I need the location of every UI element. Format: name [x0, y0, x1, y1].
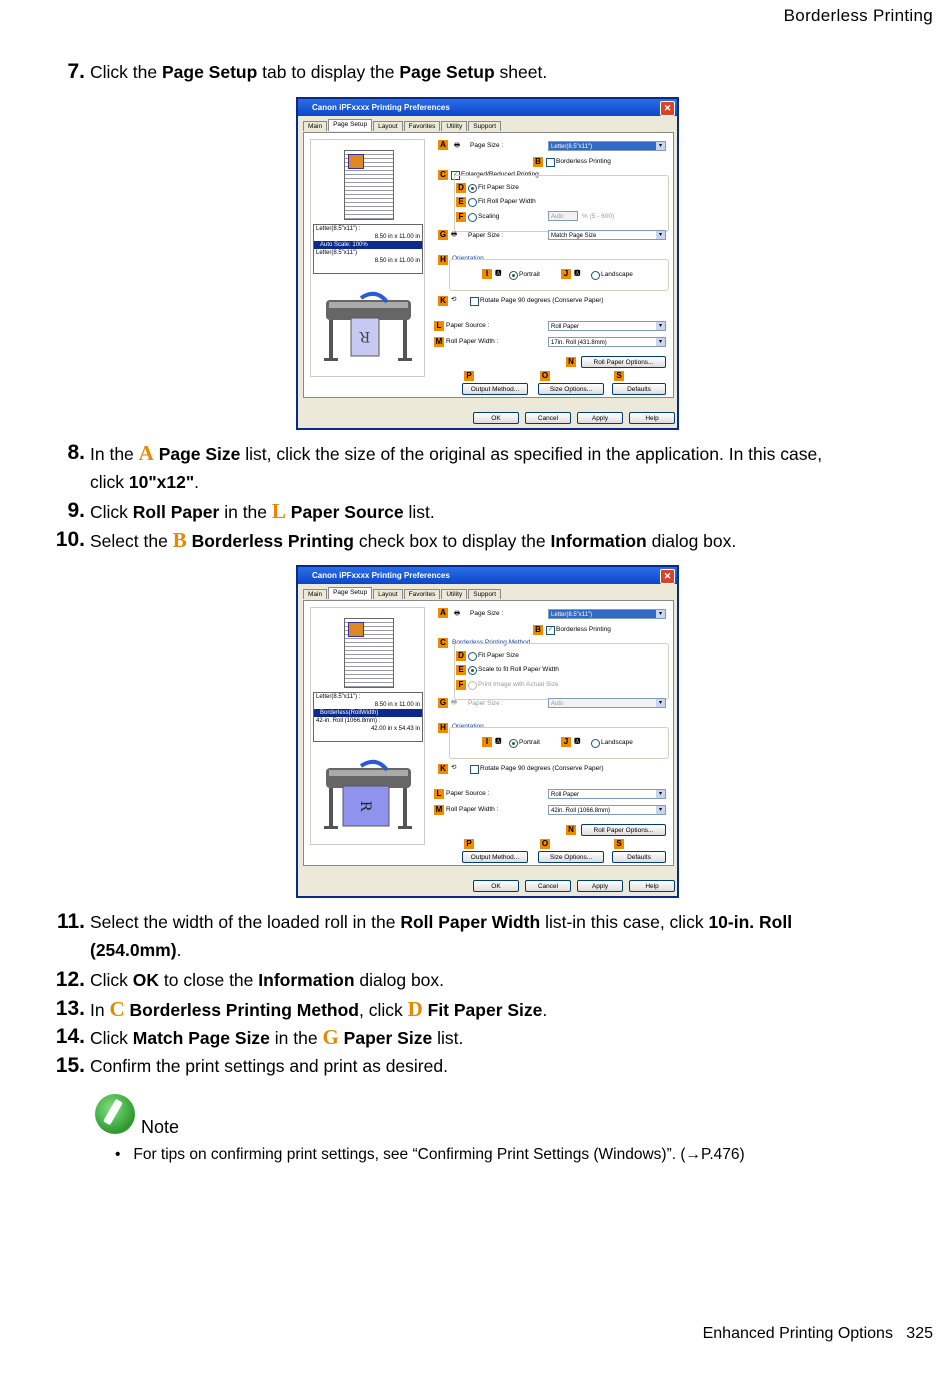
page-size-label: Page Size :: [470, 610, 504, 617]
marker-g: G: [439, 230, 447, 239]
tab-layout[interactable]: Layout: [373, 589, 403, 599]
roll-paper-options-button[interactable]: Roll Paper Options...: [581, 356, 666, 368]
preview-pane: [310, 607, 425, 845]
close-icon[interactable]: ✕: [660, 101, 675, 116]
output-method-button[interactable]: Output Method...: [462, 383, 528, 395]
tab-favorites[interactable]: Favorites: [404, 121, 441, 131]
preview-pane: [310, 139, 425, 377]
marker-h: H: [438, 255, 448, 265]
fit-paper-label: Fit Paper Size: [478, 184, 519, 191]
rotate-icon: ⟲: [451, 296, 457, 303]
rotate-checkbox[interactable]: [470, 765, 479, 774]
tab-support[interactable]: Support: [468, 589, 501, 599]
marker-k: K: [438, 764, 448, 774]
paper-source-select[interactable]: Roll Paper ▾: [548, 789, 666, 799]
scaling-radio[interactable]: [468, 213, 477, 222]
tab-favorites[interactable]: Favorites: [404, 589, 441, 599]
landscape-label: Landscape: [601, 739, 633, 746]
marker-d: D: [456, 183, 466, 193]
actual-size-label: Print Image with Actual Size: [478, 681, 559, 688]
landscape-icon: 🅰: [574, 270, 581, 277]
page-size-label: Page Size :: [470, 142, 504, 149]
cancel-button[interactable]: Cancel: [525, 880, 571, 892]
page-number: 325: [906, 1325, 933, 1342]
size-info-box: Letter(8.5"x11") : 8.50 in x 11.00 in Auto Scale: 100% Letter(8.5"x11") 8.50 in x 11.00 in: [313, 224, 423, 274]
marker-n: N: [566, 825, 576, 835]
chevron-down-icon: ▾: [656, 322, 665, 330]
portrait-icon: 🅰: [495, 738, 502, 745]
help-button[interactable]: Help: [629, 412, 675, 424]
fit-paper-radio[interactable]: [468, 184, 477, 193]
marker-a: A: [438, 608, 448, 618]
chevron-down-icon: ▾: [656, 699, 665, 707]
tab-main[interactable]: Main: [303, 121, 327, 131]
paper-size-select[interactable]: Auto ▾: [548, 698, 666, 708]
ok-button[interactable]: OK: [473, 412, 519, 424]
size-options-button[interactable]: Size Options...: [538, 383, 604, 395]
paper-source-select[interactable]: Roll Paper ▾: [548, 321, 666, 331]
marker-b: B: [533, 157, 543, 167]
page-setup-panel: [303, 600, 674, 866]
marker-i: I: [482, 737, 492, 747]
scale-range-label: % (5 - 600): [582, 213, 615, 220]
svg-text:R: R: [359, 328, 371, 344]
roll-width-select[interactable]: 17in. Roll (431.8mm) ▾: [548, 337, 666, 347]
apply-button[interactable]: Apply: [577, 412, 623, 424]
running-header: Borderless Printing: [783, 6, 933, 25]
chevron-down-icon: ▾: [656, 806, 665, 814]
scaling-label: Scaling: [478, 213, 500, 220]
defaults-button[interactable]: Defaults: [612, 851, 666, 863]
landscape-label: Landscape: [601, 271, 633, 278]
portrait-label: Portrait: [519, 271, 540, 278]
marker-c: C: [438, 170, 448, 180]
size-options-button[interactable]: Size Options...: [538, 851, 604, 863]
chevron-down-icon: ▾: [656, 338, 665, 346]
landscape-radio[interactable]: [591, 271, 600, 280]
portrait-icon: 🅰: [495, 270, 502, 277]
borderless-method-label: Borderless Printing Method: [452, 639, 531, 646]
borderless-label: Borderless Printing: [556, 626, 611, 633]
output-method-button[interactable]: Output Method...: [462, 851, 528, 863]
paper-source-label: Paper Source :: [446, 790, 490, 797]
marker-i: I: [482, 269, 492, 279]
marker-d: D: [456, 651, 466, 661]
printer-icon: 🖶: [454, 142, 461, 149]
note-link-text[interactable]: For tips on confirming print settings, see “Confirming Print Settings (Windows)”. (→P.476): [133, 1146, 745, 1163]
defaults-button[interactable]: Defaults: [612, 383, 666, 395]
chevron-down-icon: ▾: [656, 610, 665, 618]
tab-support[interactable]: Support: [468, 121, 501, 131]
tab-page-setup[interactable]: Page Setup: [328, 587, 372, 599]
marker-o: O: [541, 839, 549, 848]
marker-k: K: [438, 296, 448, 306]
fit-roll-radio[interactable]: [468, 198, 477, 207]
paper-size-icon: 🖶: [451, 699, 458, 706]
tab-page-setup[interactable]: Page Setup: [328, 119, 372, 131]
scale-spin[interactable]: Auto: [548, 211, 578, 221]
rotate-checkbox[interactable]: [470, 297, 479, 306]
paper-size-label: Paper Size :: [468, 700, 504, 707]
actual-size-radio[interactable]: [468, 681, 477, 690]
tab-bar: [303, 589, 502, 599]
printing-preferences-dialog-1: [296, 97, 679, 430]
note-title: Note: [141, 1117, 180, 1137]
marker-s: S: [614, 839, 624, 849]
marker-l: L: [434, 789, 444, 799]
page-size-select[interactable]: Letter(8.5"x11") ▾: [548, 609, 666, 619]
marker-e: E: [456, 665, 466, 675]
landscape-icon: 🅰: [574, 738, 581, 745]
printer-icon: 🖶: [454, 610, 461, 617]
marker-p: P: [464, 371, 474, 381]
portrait-radio[interactable]: [509, 271, 518, 280]
borderless-checkbox[interactable]: [546, 158, 555, 167]
marker-j: J: [561, 737, 571, 747]
marker-b: B: [533, 625, 543, 635]
page-size-select[interactable]: Letter(8.5"x11") ▾: [548, 141, 666, 151]
paper-size-icon: 🖶: [451, 231, 458, 238]
marker-f: F: [456, 212, 466, 222]
marker-m: M: [435, 337, 443, 346]
cancel-button[interactable]: Cancel: [525, 412, 571, 424]
rotate-label: Rotate Page 90 degrees (Conserve Paper): [480, 297, 604, 304]
roll-paper-options-button[interactable]: Roll Paper Options...: [581, 824, 666, 836]
svg-text:R: R: [357, 800, 373, 812]
size-info-box: Letter(8.5"x11") : 8.50 in x 11.00 in Borderless(RollWidth) 42-in. Roll (1066.8mm) : 42.00 in x 54.43 in: [313, 692, 423, 742]
roll-width-select[interactable]: 42in. Roll (1066.8mm) ▾: [548, 805, 666, 815]
roll-width-label: Roll Paper Width :: [446, 806, 499, 813]
chevron-down-icon: ▾: [656, 790, 665, 798]
dialog-title: Canon iPFxxxx Printing Preferences ✕: [298, 567, 677, 584]
marker-s: S: [614, 371, 624, 381]
tab-main[interactable]: Main: [303, 589, 327, 599]
enlarged-label: Enlarged/Reduced Printing: [461, 171, 539, 178]
marker-g: G: [439, 698, 447, 707]
portrait-label: Portrait: [519, 739, 540, 746]
borderless-checkbox[interactable]: ✓: [547, 627, 554, 633]
borderless-label: Borderless Printing: [556, 158, 611, 165]
running-footer: Enhanced Printing Options 325: [702, 1325, 933, 1342]
enlarged-checkbox[interactable]: ✓: [452, 172, 459, 178]
fit-paper-label: Fit Paper Size: [478, 652, 519, 659]
page-setup-panel: [303, 132, 674, 398]
rotate-label: Rotate Page 90 degrees (Conserve Paper): [480, 765, 604, 772]
marker-p: P: [464, 839, 474, 849]
document-preview-icon: [344, 150, 394, 220]
portrait-radio[interactable]: [509, 739, 518, 748]
apply-button[interactable]: Apply: [577, 880, 623, 892]
marker-n: N: [566, 357, 576, 367]
chevron-down-icon: ▾: [656, 142, 665, 150]
marker-m: M: [435, 805, 443, 814]
marker-a: A: [438, 140, 448, 150]
fit-roll-label: Fit Roll Paper Width: [478, 198, 536, 205]
help-button[interactable]: Help: [629, 880, 675, 892]
marker-j: J: [561, 269, 571, 279]
tab-layout[interactable]: Layout: [373, 121, 403, 131]
document-preview-icon: [344, 618, 394, 688]
printer-illustration-icon: [321, 288, 416, 368]
dialog-title: Canon iPFxxxx Printing Preferences ✕: [298, 99, 677, 116]
close-icon[interactable]: ✕: [660, 569, 675, 584]
tab-utility[interactable]: Utility: [441, 589, 467, 599]
scale-roll-radio[interactable]: [468, 666, 477, 675]
orientation-label: Orientation: [452, 723, 484, 730]
marker-l: L: [434, 321, 444, 331]
orientation-label: Orientation: [452, 255, 484, 262]
scale-roll-label: Scale to fit Roll Paper Width: [478, 666, 559, 673]
paper-size-select[interactable]: Match Page Size ▾: [548, 230, 666, 240]
marker-c: C: [438, 638, 448, 648]
printing-preferences-dialog-2: [296, 565, 679, 898]
marker-o: O: [541, 371, 549, 380]
chevron-down-icon: ▾: [656, 231, 665, 239]
ok-button[interactable]: OK: [473, 880, 519, 892]
paper-size-label: Paper Size :: [468, 232, 504, 239]
roll-width-label: Roll Paper Width :: [446, 338, 499, 345]
rotate-icon: ⟲: [451, 764, 457, 771]
marker-h: H: [438, 723, 448, 733]
note-item: • For tips on confirming print settings, see “Confirming Print Settings (Windows)”. (→P.476): [115, 1146, 745, 1163]
fit-paper-radio[interactable]: [468, 652, 477, 661]
marker-f: F: [456, 680, 466, 690]
marker-e: E: [456, 197, 466, 207]
landscape-radio[interactable]: [591, 739, 600, 748]
pencil-note-icon: [95, 1094, 135, 1134]
tab-bar: [303, 121, 502, 131]
paper-source-label: Paper Source :: [446, 322, 490, 329]
tab-utility[interactable]: Utility: [441, 121, 467, 131]
printer-illustration-icon: [321, 756, 416, 836]
